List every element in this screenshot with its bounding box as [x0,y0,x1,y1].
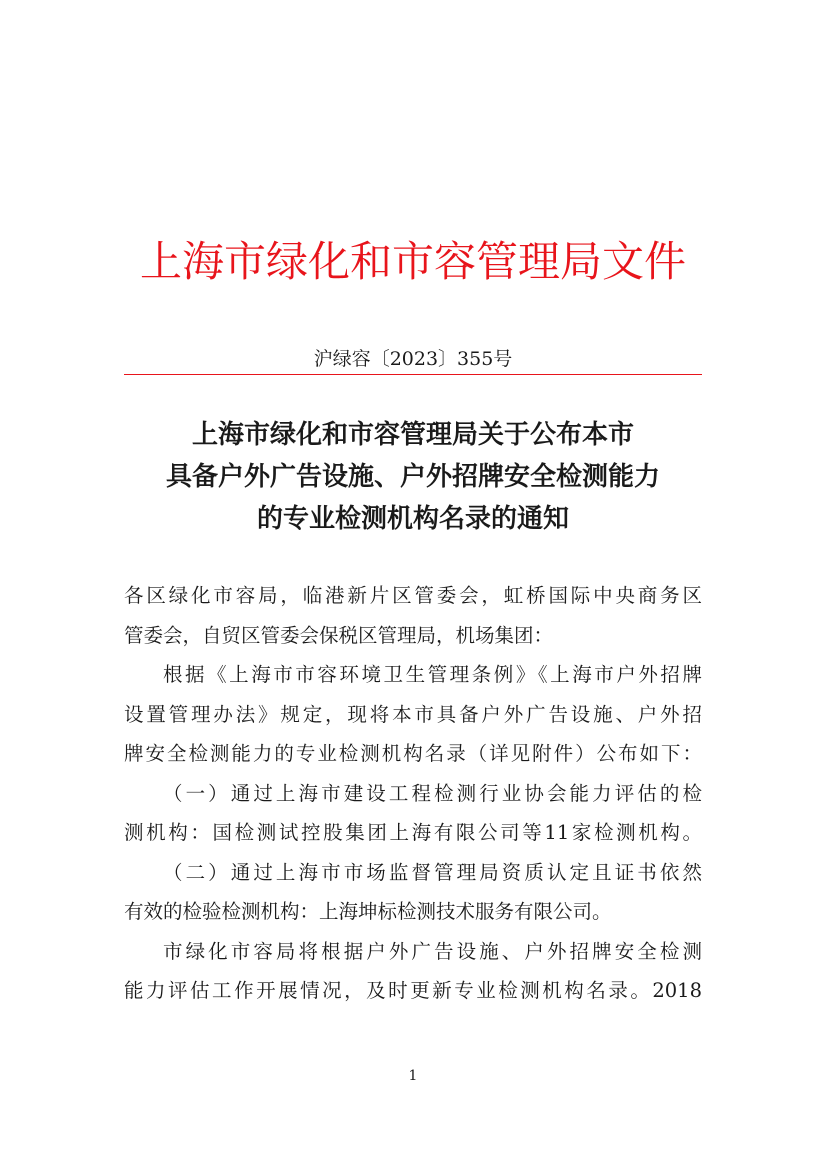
paragraph-2-line-1: （一）通过上海市建设工程检测行业协会能力评估的检 [163,781,702,805]
addressee-line-2: 管委会，自贸区管委会保税区管理局，机场集团： [124,623,554,647]
paragraph-3-line-1: （二）通过上海市市场监督管理局资质认定且证书依然 [163,860,702,884]
title-line-1: 上海市绿化和市容管理局关于公布本市 [191,420,634,450]
notice-body [124,576,702,1011]
paragraph-1-line-2: 设置管理办法》规定，现将本市具备户外广告设施、户外招 [124,702,702,726]
paragraph-1-line-3: 牌安全检测能力的专业检测机构名录（详见附件）公布如下： [124,742,702,765]
issuing-authority-header: 上海市绿化和市容管理局文件 [139,237,686,286]
paragraph-4-line-1: 市绿化市容局将根据户外广告设施、户外招牌安全检测 [163,939,702,963]
document-number: 沪绿容〔2023〕355号 [313,348,513,370]
paragraph-4-line-2: 能力评估工作开展情况，及时更新专业检测机构名录。2018 [124,979,702,1002]
red-divider-line [124,374,702,375]
title-line-3: 的专业检测机构名录的通知 [256,504,569,534]
paragraph-2-line-2: 测机构：国检测试控股集团上海有限公司等11家检测机构。 [124,821,702,844]
addressee-line-1: 各区绿化市容局，临港新片区管委会，虹桥国际中央商务区 [124,584,702,607]
page-number: 1 [408,1068,418,1084]
notice-title [110,414,716,540]
title-line-2: 具备户外广告设施、户外招牌安全检测能力 [165,462,660,492]
paragraph-3-line-2: 有效的检验检测机构：上海坤标检测技术服务有限公司。 [124,900,612,923]
paragraph-1-line-1: 根据《上海市市容环境卫生管理条例》《上海市户外招牌 [163,663,702,686]
